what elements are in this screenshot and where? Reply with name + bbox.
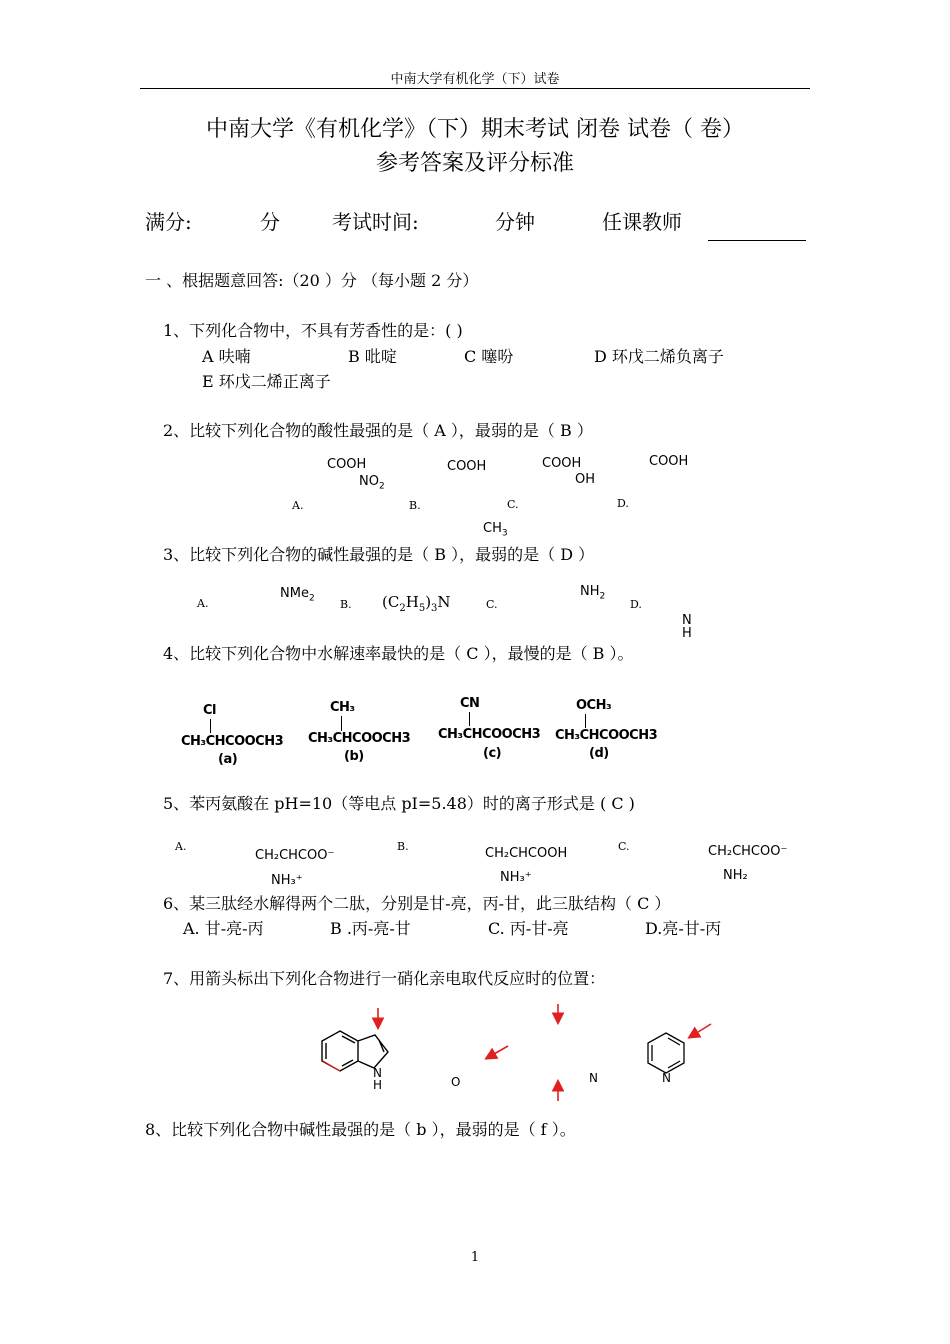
q4-b-chain: CH₃CHCOOCH3: [308, 731, 411, 746]
q3-a-nme2: NMe$_2$: [280, 586, 315, 604]
q4-a-chain: CH₃CHCOOCH3: [181, 734, 284, 749]
q2-a-cooh: COOH: [327, 457, 367, 472]
q2-d-ch3: $CH_3$: [483, 521, 508, 539]
q5-a-main: CH₂CHCOO⁻: [255, 848, 335, 863]
time-label: 考试时间:: [332, 210, 419, 234]
q6-option-a: A. 甘-亮-丙: [183, 919, 264, 938]
pyridine-n: N: [662, 1071, 671, 1085]
q1-option-d: D 环戊二烯负离子: [594, 347, 724, 366]
running-header: 中南大学有机化学（下）试卷: [390, 72, 560, 87]
q5-a-sub: NH₃⁺: [271, 873, 303, 888]
q2-b-cooh: COOH: [447, 459, 487, 474]
q4-a-label: (a): [218, 752, 238, 767]
indole-n: N: [373, 1066, 382, 1080]
q6-option-b: B .丙-亮-甘: [330, 919, 411, 938]
q4-d-label: (d): [589, 746, 609, 761]
time-unit: 分钟: [495, 210, 535, 234]
q2-label-d: D.: [617, 497, 629, 510]
q5-label-a: A.: [175, 840, 187, 853]
full-score-label: 满分:: [145, 210, 192, 234]
teacher-blank-line: [708, 240, 806, 241]
q1-option-b: B 吡啶: [348, 347, 397, 366]
q4-d-bond: [585, 714, 586, 728]
q6-option-c: C. 丙-甘-亮: [488, 919, 569, 938]
q4-b-label: (b): [344, 749, 364, 764]
exam-title: 中南大学《有机化学》（下）期末考试 闭卷 试卷（ 卷）: [206, 117, 744, 142]
q1-option-e: E 环戊二烯正离子: [202, 372, 331, 391]
q3-d-h: H: [682, 626, 692, 641]
q2-a-no2: $NO_2$: [359, 474, 385, 492]
q5-c-main: CH₂CHCOO⁻: [708, 844, 788, 859]
q4-b-substituent: CH₃: [330, 700, 355, 715]
q5-label-c: C.: [618, 840, 630, 853]
score-unit: 分: [260, 210, 280, 234]
teacher-label: 任课教师: [602, 210, 682, 234]
q8-stem: 8、比较下列化合物中碱性最强的是（ b ），最弱的是（ f ）。: [145, 1120, 576, 1139]
q5-b-sub: NH₃⁺: [500, 870, 532, 885]
header-rule: [140, 88, 810, 89]
q1-option-c: C 噻吩: [464, 347, 514, 366]
q4-stem: 4、比较下列化合物中水解速率最快的是（ C ），最慢的是（ B ）。: [163, 644, 634, 663]
q4-c-bond: [469, 712, 470, 726]
indole-structure: [322, 1031, 388, 1071]
q3-b-triethylamine: $(C_2H_5)_3N$: [382, 593, 451, 614]
q2-label-c: C.: [507, 498, 519, 511]
q3-c-nh2: $NH_2$: [580, 584, 606, 602]
q3-d-n: N: [682, 613, 692, 628]
q1-option-a: A 呋喃: [202, 347, 251, 366]
q2-c-cooh: COOH: [542, 456, 582, 471]
q3-stem: 3、比较下列化合物的碱性最强的是（ B ），最弱的是（ D ）: [163, 545, 595, 564]
q3-label-a: A.: [197, 597, 209, 610]
q2-stem: 2、比较下列化合物的酸性最强的是（ A ），最弱的是（ B ）: [163, 421, 593, 440]
q3-label-d: D.: [630, 598, 642, 611]
indole-h: H: [373, 1078, 383, 1092]
q5-label-b: B.: [397, 840, 409, 853]
q4-a-substituent: Cl: [203, 703, 216, 718]
exam-subtitle: 参考答案及评分标准: [375, 151, 574, 176]
q1-stem: 1、下列化合物中，不具有芳香性的是：( ): [163, 321, 463, 340]
q2-label-b: B.: [409, 499, 421, 512]
furan-o: O: [451, 1075, 461, 1089]
q5-stem: 5、苯丙氨酸在 pH=10（等电点 pI=5.48）时的离子形式是 ( C ): [163, 794, 635, 813]
q4-c-substituent: CN: [460, 696, 480, 711]
arrow-pyridine-c3: [690, 1024, 711, 1037]
q5-c-sub: NH₂: [723, 868, 748, 883]
page-number: 1: [470, 1250, 480, 1265]
q4-c-chain: CH₃CHCOOCH3: [438, 727, 541, 742]
arrow-furan-c2: [487, 1046, 508, 1058]
q4-a-bond: [210, 719, 211, 733]
q7-stem: 7、用箭头标出下列化合物进行一硝化亲电取代反应时的位置：: [163, 969, 606, 988]
q3-label-c: C.: [486, 598, 498, 611]
pyrrole-n: N: [589, 1071, 598, 1085]
q6-stem: 6、某三肽经水解得两个二肽，分别是甘-亮，丙-甘，此三肽结构（ C ）: [163, 894, 671, 913]
section-heading: 一 、根据题意回答:（20 ）分 （每小题 2 分）: [145, 271, 479, 290]
q4-d-chain: CH₃CHCOOCH3: [555, 728, 658, 743]
q4-d-substituent: OCH₃: [576, 698, 612, 713]
q5-b-main: CH₂CHCOOH: [485, 846, 568, 861]
q4-c-label: (c): [483, 746, 502, 761]
indole-highlight-bond: [323, 1061, 340, 1071]
q6-option-d: D.亮-甘-丙: [645, 919, 722, 938]
q4-b-bond: [341, 716, 342, 731]
q2-label-a: A.: [292, 499, 304, 512]
q2-d-cooh: COOH: [649, 454, 689, 469]
pyridine-structure: [648, 1033, 684, 1073]
q3-label-b: B.: [340, 598, 352, 611]
q2-c-oh: OH: [575, 472, 596, 487]
